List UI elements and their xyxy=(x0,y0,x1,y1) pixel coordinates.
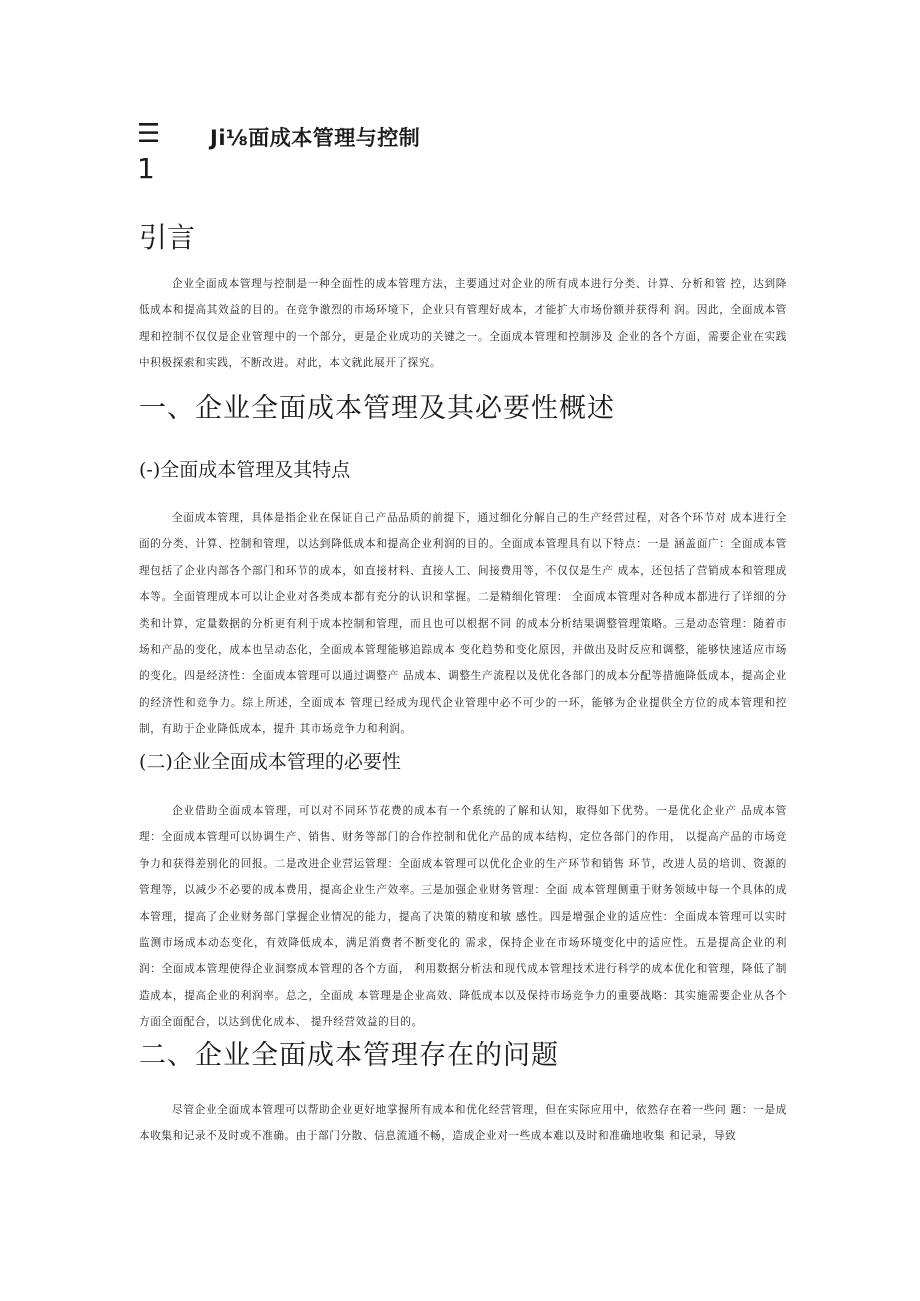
section-2-paragraph: 尽管企业全面成本管理可以帮助企业更好地掌握所有成本和优化经营管理，但在实际应用中，依然存在着一些问 题：一是成本收集和记录不及时或不准确。由于部门分散、信息流通不畅，造成企业对一些成本难以及时和准确地收集 和记录，导致 xyxy=(139,1104,787,1143)
intro-paragraph: 企业全面成本管理与控制是一种全面性的成本管理方法，主要通过对企业的所有成本进行分类、计算、分析和管 控，达到降低成本和提高其效益的目的。在竞争激烈的市场环境下，企业只有管理好成本，才能扩大市场份额并获得利 润。因此，全面成本管理和控制不仅仅是企业管理中的一个部分，更是企业成功的关键之一。全面成本管理和控制涉及 企业的各个方面，需要企业在实践中积极探索和实践，不断改进。对此，本文就此展开了探究。 xyxy=(139,278,787,370)
section-1-2-paragraph: 企业借助全面成本管理，可以对不同环节花费的成本有一个系统的了解和认知，取得如下优势。一是优化企业产 品成本管理：全面成本管理可以协调生产、销售、财务等部门的合作控制和优化产品的成本结构，定位各部门的作用， 以提高产品的市场竞争力和获得差别化的回报。二是改进企业营运管理：全面成本管理可以优化企业的生产环节和销售 环节，改进人员的培训、资源的管理等，以减少不必要的成本费用，提高企业生产效率。三是加强企业财务管理：全面 成本管理侧重于财务领域中每一个具体的成本管理，提高了企业财务部门掌握企业情况的能力，提高了决策的精度和敏 感性。四是增强企业的适应性：全面成本管理可以实时监测市场成本动态变化，有效降低成本，满足消费者不断变化的 需求，保持企业在市场环境变化中的适应性。五是提高企业的利润：全面成本管理使得企业洞察成本管理的各个方面， 利用数据分析法和现代成本管理技术进行科学的成本优化和管理，降低了制造成本，提高企业的利润率。总之，全面成 本管理是企业高效、降低成本以及保持市场竞争力的重要战略：其实施需要企业从各个方面全面配合，以达到优化成本、 提升经营效益的目的。 xyxy=(139,805,787,1029)
section-1-1-paragraph: 全面成本管理，具体是指企业在保证自己产品品质的前提下，通过细化分解自己的生产经营过程，对各个环节对 成本进行全面的分类、计算、控制和管理，以达到降低成本和提高企业利润的目的。全面成本管理具有以下特点：一是 涵盖面广：全面成本管理包括了企业内部各个部门和环节的成本，如直接材料、直接人工、间接费用等，不仅仅是生产 成本，还包括了营销成本和管理成本等。全面管理成本可以让企业对各类成本都有充分的认识和掌握。二是精细化管理： 全面成本管理对各种成本都进行了详细的分类和计算，定量数据的分析更有利于成本控制和管理，而且也可以根据不同 的成本分析结果调整管理策略。三是动态管理：随着市场和产品的变化，成本也呈动态化，全面成本管理能够追踪成本 变化趋势和变化原因，并做出及时反应和调整，能够快速适应市场的变化。四是经济性：全面成本管理可以通过调整产 品成本、调整生产流程以及优化各部门的成本分配等措施降低成本，提高企业的经济性和竞争力。综上所述，全面成本 管理已经成为现代企业管理中必不可少的一环，能够为企业提供全方位的成本管理和控制，有助于企业降低成本，提升 其市场竞争力和利润。 xyxy=(139,512,787,736)
header-mark xyxy=(137,120,177,186)
header-number: 1 xyxy=(137,152,155,185)
section-1-1-heading: (-)全面成本管理及其特点 xyxy=(139,459,351,481)
section-2-heading: 二、企业全面成本管理存在的问题 xyxy=(139,1040,559,1071)
section-1-2-heading: (二)企业全面成本管理的必要性 xyxy=(139,751,401,773)
menu-glyph-icon: ☰ xyxy=(137,119,161,149)
document-title: Ji⅛面成本管理与控制 xyxy=(210,126,421,150)
intro-heading: 引言 xyxy=(139,221,196,254)
section-1-heading: 一、企业全面成本管理及其必要性概述 xyxy=(139,393,615,424)
